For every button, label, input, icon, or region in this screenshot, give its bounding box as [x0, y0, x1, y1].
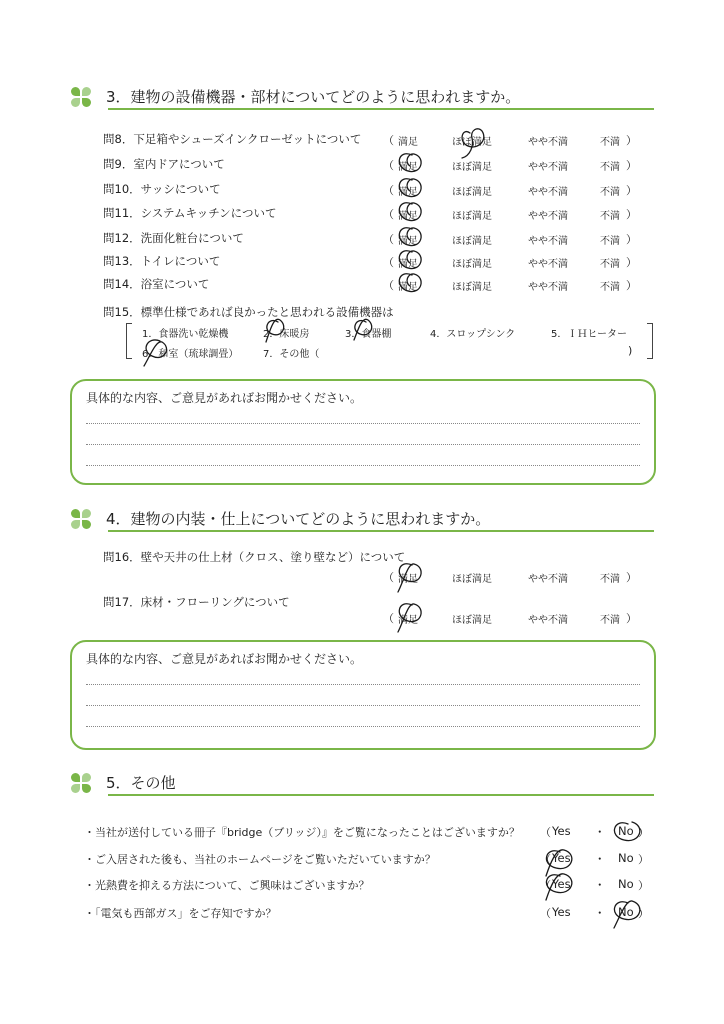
comment-line	[86, 705, 640, 706]
answer-option[interactable]: 満足	[398, 574, 418, 585]
section-rule	[108, 530, 654, 532]
separator: ・	[594, 906, 606, 920]
answer-option[interactable]: ほぼ満足	[452, 615, 492, 626]
paren-close: ）	[626, 279, 637, 292]
answer-option[interactable]: ほぼ満足	[452, 259, 492, 270]
section-4-title: 4．建物の内装・仕上についてどのように思われますか。	[106, 510, 491, 528]
clover-icon	[70, 772, 92, 794]
yes-option[interactable]: Yes	[552, 824, 571, 838]
q15-item-1[interactable]: 1．食器洗い乾燥機	[142, 329, 229, 340]
answer-option[interactable]: 満足	[398, 615, 418, 626]
section-5-title: 5．その他	[106, 774, 176, 792]
comment-label: 具体的な内容、ご意見があればお聞かせください。	[86, 652, 363, 666]
question-label: ・ご入居された後も、当社のホームページをご覧いただいていますか？	[84, 853, 436, 866]
question-label: ・「電気も西部ガス」をご存知ですか？	[84, 907, 277, 920]
answer-option[interactable]: 不満	[600, 162, 620, 173]
answer-option[interactable]: 不満	[600, 574, 620, 585]
q15-item-6[interactable]: 6．和室（琉球調畳）	[142, 349, 239, 360]
answer-option[interactable]: 満足	[398, 137, 418, 148]
paren-close: ）	[626, 612, 637, 625]
question-label: 問8．下足箱やシューズインクローゼットについて	[103, 132, 362, 146]
paren-close: ）	[638, 879, 649, 892]
answer-option[interactable]: ほぼ満足	[452, 236, 492, 247]
answer-option[interactable]: やや不満	[528, 236, 568, 247]
q16-label: 問16．壁や天井の仕上材（クロス、塗り壁など）について	[103, 550, 406, 564]
yes-option[interactable]: Yes	[552, 905, 571, 919]
question-label: 問11．システムキッチンについて	[103, 206, 277, 220]
q15-label: 問15．標準仕様であれば良かったと思われる設備機器は	[103, 305, 394, 319]
section-3-comment-box[interactable]	[70, 379, 656, 485]
comment-line	[86, 684, 640, 685]
yes-option[interactable]: Yes	[552, 851, 571, 865]
answer-option[interactable]: 満足	[398, 211, 418, 222]
section-3-title: 3．建物の設備機器・部材についてどのように思われますか。	[106, 88, 521, 106]
question-label: ・光熱費を抑える方法について、ご興味はございますか？	[84, 879, 370, 892]
answer-option[interactable]: やや不満	[528, 282, 568, 293]
comment-label: 具体的な内容、ご意見があればお聞かせください。	[86, 391, 363, 405]
comment-line	[86, 726, 640, 727]
paren-open: （	[383, 612, 394, 625]
separator: ・	[594, 852, 606, 866]
answer-option[interactable]: ほぼ満足	[452, 187, 492, 198]
comment-line	[86, 423, 640, 424]
section-4-header	[70, 508, 654, 532]
separator: ・	[594, 825, 606, 839]
paren-open: （	[383, 279, 394, 292]
q15-item-5[interactable]: 5．ＩＨヒーター	[551, 329, 627, 340]
q15-item-3[interactable]: 3．食器棚	[345, 329, 392, 340]
paren-close: ）	[626, 134, 637, 147]
section-5-header	[70, 772, 654, 796]
answer-option[interactable]: 不満	[600, 211, 620, 222]
paren-open: （	[540, 907, 551, 920]
section-rule	[108, 108, 654, 110]
bracket-right	[647, 323, 653, 359]
bracket-left	[126, 323, 132, 359]
paren-open: （	[383, 256, 394, 269]
no-option[interactable]: No	[618, 877, 634, 891]
paren-close: ）	[626, 184, 637, 197]
clover-icon	[70, 508, 92, 530]
answer-option[interactable]: 不満	[600, 259, 620, 270]
question-label: ・当社が送付している冊子『bridge（ブリッジ）』をご覧になったことはございますか？	[84, 826, 520, 839]
answer-option[interactable]: やや不満	[528, 162, 568, 173]
question-label: 問10．サッシについて	[103, 182, 221, 196]
paren-close: ）	[638, 826, 649, 839]
paren-open: （	[383, 184, 394, 197]
answer-option[interactable]: 満足	[398, 282, 418, 293]
answer-option[interactable]: ほぼ満足	[452, 282, 492, 293]
answer-option[interactable]: やや不満	[528, 137, 568, 148]
paren-open: （	[540, 826, 551, 839]
answer-option[interactable]: やや不満	[528, 211, 568, 222]
question-label: 問13．トイレについて	[103, 254, 221, 268]
answer-option[interactable]: 満足	[398, 162, 418, 173]
paren-close: ）	[638, 907, 649, 920]
paren-close: ）	[626, 571, 637, 584]
no-option[interactable]: No	[618, 905, 634, 919]
section-3-header	[70, 86, 654, 110]
paren-open: （	[383, 571, 394, 584]
clover-icon	[70, 86, 92, 108]
comment-line	[86, 465, 640, 466]
no-option[interactable]: No	[618, 824, 634, 838]
no-option[interactable]: No	[618, 851, 634, 865]
paren-close: ）	[626, 233, 637, 246]
paren-close: ）	[638, 853, 649, 866]
answer-option[interactable]: やや不満	[528, 615, 568, 626]
q17-label: 問17．床材・フローリングについて	[103, 595, 290, 609]
answer-option[interactable]: 満足	[398, 187, 418, 198]
paren-open: （	[383, 208, 394, 221]
answer-option[interactable]: やや不満	[528, 574, 568, 585]
answer-option[interactable]: 不満	[600, 615, 620, 626]
answer-option[interactable]: 不満	[600, 236, 620, 247]
paren-open: （	[383, 159, 394, 172]
answer-option[interactable]: やや不満	[528, 259, 568, 270]
answer-option[interactable]: 不満	[600, 137, 620, 148]
question-label: 問9．室内ドアについて	[103, 157, 225, 171]
question-label: 問12．洗面化粧台について	[103, 231, 244, 245]
section-rule	[108, 794, 654, 796]
answer-option[interactable]: 満足	[398, 236, 418, 247]
separator: ・	[594, 878, 606, 892]
answer-option[interactable]: 不満	[600, 187, 620, 198]
paren-close: ）	[626, 208, 637, 221]
paren-open: （	[540, 879, 551, 892]
paren-close: ）	[626, 159, 637, 172]
paren-open: （	[383, 233, 394, 246]
answer-option[interactable]: ほぼ満足	[452, 574, 492, 585]
paren-close: ）	[626, 256, 637, 269]
answer-option[interactable]: 不満	[600, 282, 620, 293]
answer-option[interactable]: ほぼ満足	[452, 211, 492, 222]
q15-item-7[interactable]: 7．その他（	[263, 349, 320, 360]
answer-option[interactable]: ほぼ満足	[452, 162, 492, 173]
section-4-comment-box[interactable]	[70, 640, 656, 750]
paren-open: （	[540, 853, 551, 866]
yes-option[interactable]: Yes	[552, 877, 571, 891]
answer-option[interactable]: ほぼ満足	[452, 137, 492, 148]
paren-open: （	[383, 134, 394, 147]
comment-line	[86, 444, 640, 445]
question-label: 問14．浴室について	[103, 277, 210, 291]
q15-item-2[interactable]: 2．床暖房	[263, 329, 310, 340]
q15-other-close: )	[628, 344, 633, 357]
q15-item-4[interactable]: 4．スロップシンク	[430, 329, 516, 340]
answer-option[interactable]: やや不満	[528, 187, 568, 198]
answer-option[interactable]: 満足	[398, 259, 418, 270]
